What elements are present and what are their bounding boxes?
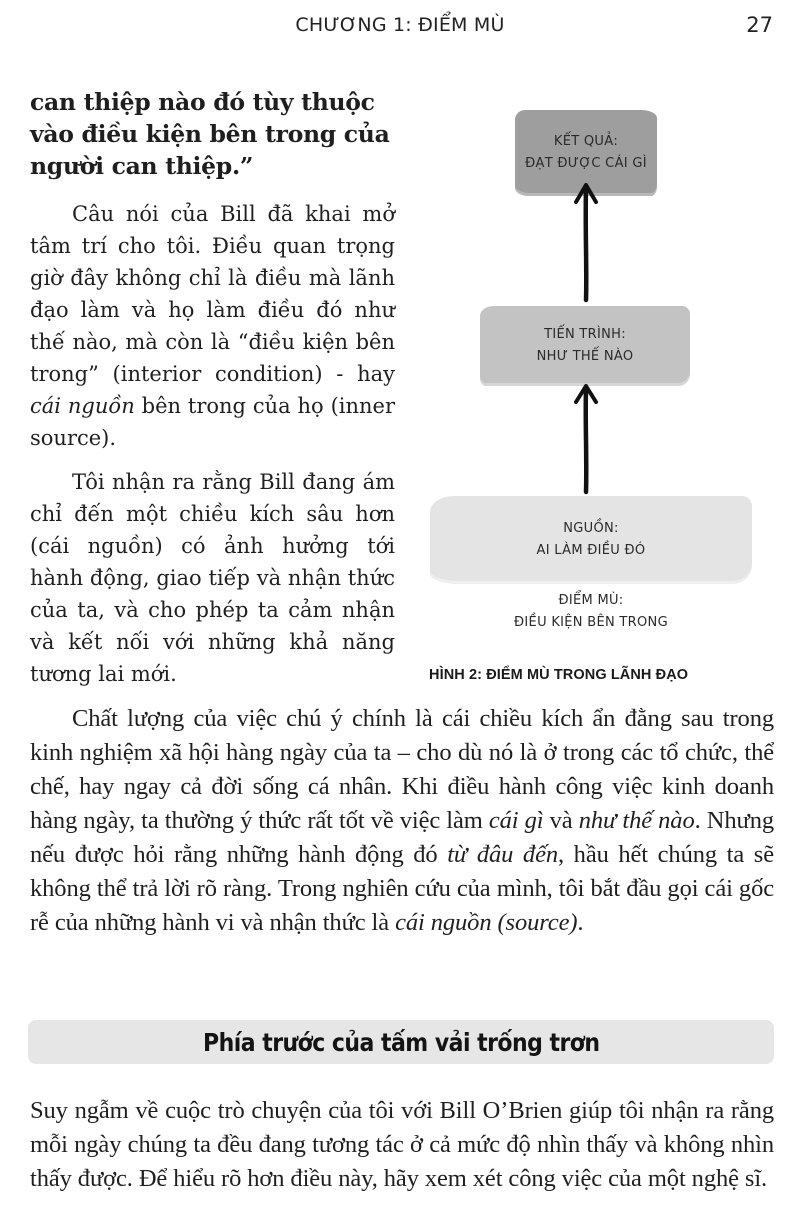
box-sublabel: ĐẠT ĐƯỢC CÁI GÌ — [525, 156, 647, 171]
chapter-header: CHƯƠNG 1: ĐIỂM MÙ — [295, 14, 505, 36]
italic-term: từ đâu đến — [447, 841, 558, 868]
paragraph-reflection: Suy ngẫm về cuộc trò chuyện của tôi với Bill O’Brien giúp tôi nhận ra rằng mỗi ngày chúng ta đều đang tương tác ở cả mức độ nhìn thấy và không nhìn thấy được. Để hiểu rõ hơn điều này, hãy xem xét công việc của một nghệ sĩ. — [30, 1097, 774, 1192]
blind-spot-title: ĐIỂM MÙ: — [558, 593, 624, 608]
section-heading-band — [28, 1020, 774, 1064]
blind-spot-subtitle: ĐIỀU KIỆN BÊN TRONG — [514, 615, 668, 630]
box-label: NGUỒN: — [563, 521, 619, 536]
text: Chất lượng của việc chú ý chính là cái chiều kích ẩn đằng sau trong kinh nghiệm xã hội hàng ngày của ta – cho dù nó là ở trong các tổ chức, thể chế, hay ngay cả đời sống cá nhân. Khi điều hành công việc kinh doanh hàng ngày, ta thường ý thức rất tốt về việc làm — [30, 705, 774, 834]
box-label: KẾT QUẢ: — [553, 134, 619, 149]
text: . — [577, 909, 584, 936]
figure-caption: HÌNH 2: ĐIỂM MÙ TRONG LÃNH ĐẠO — [429, 667, 689, 683]
diagram-box-source — [430, 496, 752, 584]
box-sublabel: NHƯ THẾ NÀO — [536, 349, 634, 364]
section-title: Phía trước của tấm vải trống trơn — [202, 1027, 600, 1057]
arrow-up-icon — [560, 180, 620, 500]
box-label: TIẾN TRÌNH: — [544, 327, 626, 342]
text: Câu nói của Bill đã khai mở tâm trí cho tôi. Điều quan trọng giờ đây không chỉ là điều mà lãnh đạo làm và họ làm điều đó như thế nào, mà còn là “điều kiện bên trong” (interior condition) - hay — [30, 202, 395, 386]
paragraph-deeper-dimension — [30, 466, 395, 690]
text: và — [543, 807, 579, 834]
text: . Nhưng nếu được hỏi rằng những hành động đó — [30, 807, 774, 868]
italic-term: cái nguồn (source) — [395, 909, 578, 936]
blind-spot-label — [430, 590, 752, 634]
quote-ending: can thiệp nào đó tùy thuộc vào điều kiện bên trong của người can thiệp.” — [30, 88, 390, 180]
italic-term: cái gì — [488, 807, 544, 834]
page-number: 27 — [746, 13, 773, 37]
italic-term: cái nguồn — [30, 394, 135, 418]
text: Tôi nhận ra rằng Bill đang ám chỉ đến một chiều kích sâu hơn (cái nguồn) có ảnh hưởng tới hành động, giao tiếp và nhận thức của ta, và cho phép ta cảm nhận và kết nối với những khả năng tương lai mới. — [30, 470, 395, 686]
paragraph-quality-of-attention — [30, 702, 774, 940]
text: bên trong của họ (inner source). — [30, 394, 395, 450]
italic-term: như thế nào — [578, 807, 695, 834]
paragraph-bill-quote — [30, 198, 395, 454]
box-sublabel: AI LÀM ĐIỀU ĐÓ — [536, 543, 646, 558]
text: , hầu hết chúng ta sẽ không thể trả lời rõ ràng. Trong nghiên cứu của mình, tôi bắt đầu gọi cái gốc rễ của những hành vi và nhận thức là — [30, 841, 775, 936]
